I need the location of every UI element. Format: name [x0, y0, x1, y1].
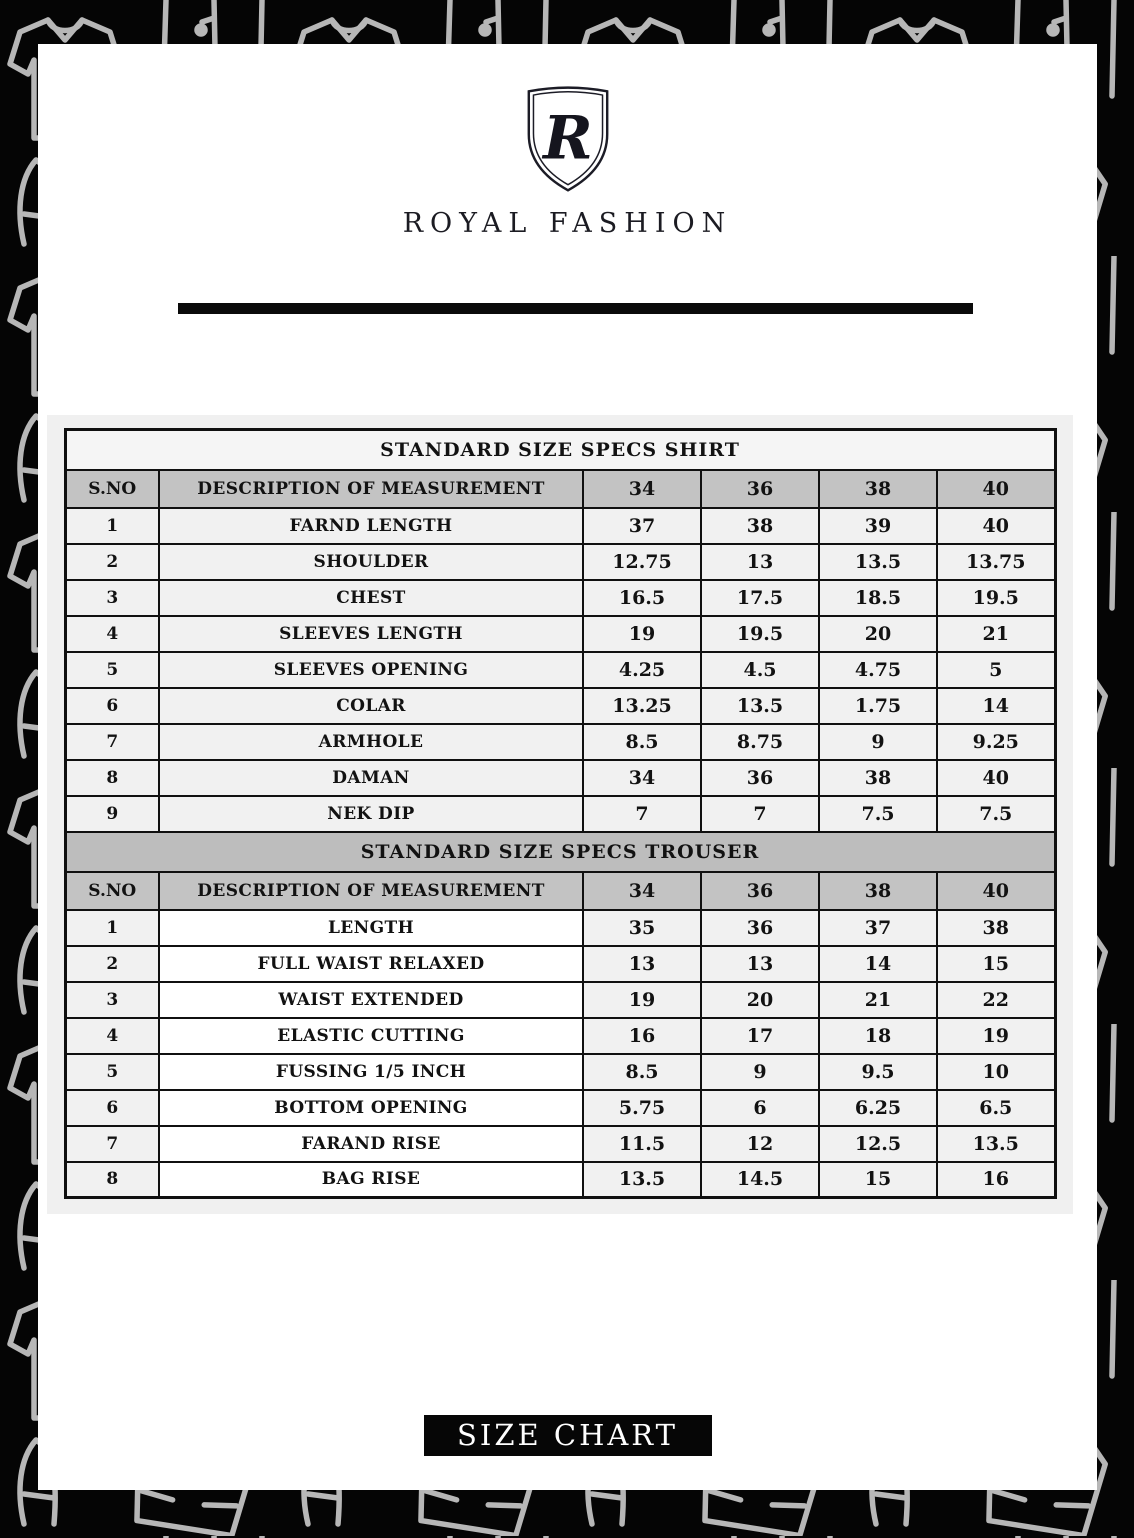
description-cell: BAG RISE — [159, 1162, 583, 1198]
monogram-letter: R — [542, 103, 593, 174]
description-cell: LENGTH — [159, 910, 583, 946]
description-cell: SLEEVES LENGTH — [159, 616, 583, 652]
column-header: 38 — [819, 872, 937, 910]
value-cell: 11.5 — [583, 1126, 701, 1162]
description-cell: FULL WAIST RELAXED — [159, 946, 583, 982]
value-cell: 22 — [937, 982, 1055, 1018]
table-row — [65, 1090, 1055, 1126]
value-cell: 37 — [819, 910, 937, 946]
serial-cell: 8 — [65, 1162, 159, 1198]
trouser-section — [65, 832, 1055, 1198]
table-row — [65, 580, 1055, 616]
size-chart-badge: SIZE CHART — [424, 1415, 712, 1456]
description-cell: DAMAN — [159, 760, 583, 796]
value-cell: 15 — [819, 1162, 937, 1198]
table-row — [65, 724, 1055, 760]
description-cell: FARND LENGTH — [159, 508, 583, 544]
value-cell: 19 — [583, 616, 701, 652]
value-cell: 7 — [701, 796, 819, 832]
value-cell: 14.5 — [701, 1162, 819, 1198]
shield-monogram-icon — [520, 82, 616, 194]
value-cell: 40 — [937, 760, 1055, 796]
value-cell: 19 — [937, 1018, 1055, 1054]
table-row — [65, 1162, 1055, 1198]
description-cell: SLEEVES OPENING — [159, 652, 583, 688]
serial-cell: 2 — [65, 544, 159, 580]
value-cell: 13.5 — [583, 1162, 701, 1198]
value-cell: 6 — [701, 1090, 819, 1126]
value-cell: 13.75 — [937, 544, 1055, 580]
value-cell: 12.75 — [583, 544, 701, 580]
value-cell: 9.25 — [937, 724, 1055, 760]
serial-cell: 4 — [65, 1018, 159, 1054]
value-cell: 13 — [701, 544, 819, 580]
value-cell: 6.5 — [937, 1090, 1055, 1126]
value-cell: 13.25 — [583, 688, 701, 724]
value-cell: 36 — [701, 760, 819, 796]
serial-cell: 5 — [65, 652, 159, 688]
value-cell: 39 — [819, 508, 937, 544]
value-cell: 7.5 — [937, 796, 1055, 832]
value-cell: 35 — [583, 910, 701, 946]
table-row — [65, 910, 1055, 946]
value-cell: 8.75 — [701, 724, 819, 760]
value-cell: 4.75 — [819, 652, 937, 688]
serial-cell: 1 — [65, 910, 159, 946]
description-cell: NEK DIP — [159, 796, 583, 832]
serial-cell: 6 — [65, 1090, 159, 1126]
table-row — [65, 1054, 1055, 1090]
value-cell: 6.25 — [819, 1090, 937, 1126]
value-cell: 38 — [937, 910, 1055, 946]
table-row — [65, 946, 1055, 982]
content-card — [38, 44, 1097, 1490]
size-table — [64, 428, 1057, 1199]
value-cell: 8.5 — [583, 724, 701, 760]
value-cell: 8.5 — [583, 1054, 701, 1090]
value-cell: 38 — [819, 760, 937, 796]
value-cell: 9 — [701, 1054, 819, 1090]
column-header: 40 — [937, 470, 1055, 508]
value-cell: 18 — [819, 1018, 937, 1054]
column-header: 36 — [701, 470, 819, 508]
table-row — [65, 982, 1055, 1018]
value-cell: 19.5 — [701, 616, 819, 652]
value-cell: 1.75 — [819, 688, 937, 724]
value-cell: 13 — [583, 946, 701, 982]
value-cell: 18.5 — [819, 580, 937, 616]
column-header: S.NO — [65, 872, 159, 910]
serial-cell: 7 — [65, 1126, 159, 1162]
description-cell: FUSSING 1/5 INCH — [159, 1054, 583, 1090]
table-row — [65, 1126, 1055, 1162]
column-header: S.NO — [65, 470, 159, 508]
table-row — [65, 796, 1055, 832]
table-row — [65, 544, 1055, 580]
description-cell: ELASTIC CUTTING — [159, 1018, 583, 1054]
value-cell: 10 — [937, 1054, 1055, 1090]
description-cell: SHOULDER — [159, 544, 583, 580]
description-cell: COLAR — [159, 688, 583, 724]
table-row — [65, 688, 1055, 724]
serial-cell: 6 — [65, 688, 159, 724]
column-header: 36 — [701, 872, 819, 910]
serial-cell: 5 — [65, 1054, 159, 1090]
serial-cell: 3 — [65, 580, 159, 616]
description-cell: WAIST EXTENDED — [159, 982, 583, 1018]
value-cell: 15 — [937, 946, 1055, 982]
brand-logo — [38, 82, 1097, 239]
value-cell: 9 — [819, 724, 937, 760]
value-cell: 20 — [701, 982, 819, 1018]
value-cell: 5.75 — [583, 1090, 701, 1126]
table-row — [65, 508, 1055, 544]
value-cell: 19.5 — [937, 580, 1055, 616]
value-cell: 17 — [701, 1018, 819, 1054]
value-cell: 13.5 — [937, 1126, 1055, 1162]
value-cell: 40 — [937, 508, 1055, 544]
value-cell: 5 — [937, 652, 1055, 688]
serial-cell: 9 — [65, 796, 159, 832]
value-cell: 16 — [937, 1162, 1055, 1198]
value-cell: 4.25 — [583, 652, 701, 688]
description-cell: CHEST — [159, 580, 583, 616]
divider-bar — [178, 303, 973, 314]
column-header: DESCRIPTION OF MEASUREMENT — [159, 872, 583, 910]
value-cell: 12.5 — [819, 1126, 937, 1162]
serial-cell: 7 — [65, 724, 159, 760]
description-cell: ARMHOLE — [159, 724, 583, 760]
column-header: 34 — [583, 872, 701, 910]
shirt-section — [65, 430, 1055, 832]
value-cell: 34 — [583, 760, 701, 796]
value-cell: 13.5 — [701, 688, 819, 724]
column-header: 40 — [937, 872, 1055, 910]
section-title: STANDARD SIZE SPECS TROUSER — [65, 832, 1055, 872]
brand-name: ROYAL FASHION — [402, 208, 733, 239]
table-row — [65, 1018, 1055, 1054]
value-cell: 4.5 — [701, 652, 819, 688]
serial-cell: 1 — [65, 508, 159, 544]
value-cell: 7.5 — [819, 796, 937, 832]
serial-cell: 2 — [65, 946, 159, 982]
description-cell: BOTTOM OPENING — [159, 1090, 583, 1126]
table-row — [65, 616, 1055, 652]
value-cell: 20 — [819, 616, 937, 652]
value-cell: 21 — [819, 982, 937, 1018]
serial-cell: 3 — [65, 982, 159, 1018]
column-header: 34 — [583, 470, 701, 508]
value-cell: 9.5 — [819, 1054, 937, 1090]
value-cell: 13 — [701, 946, 819, 982]
value-cell: 7 — [583, 796, 701, 832]
value-cell: 38 — [701, 508, 819, 544]
serial-cell: 8 — [65, 760, 159, 796]
column-header: 38 — [819, 470, 937, 508]
description-cell: FARAND RISE — [159, 1126, 583, 1162]
value-cell: 16 — [583, 1018, 701, 1054]
table-row — [65, 652, 1055, 688]
value-cell: 17.5 — [701, 580, 819, 616]
value-cell: 13.5 — [819, 544, 937, 580]
column-header: DESCRIPTION OF MEASUREMENT — [159, 470, 583, 508]
value-cell: 19 — [583, 982, 701, 1018]
serial-cell: 4 — [65, 616, 159, 652]
value-cell: 37 — [583, 508, 701, 544]
value-cell: 12 — [701, 1126, 819, 1162]
value-cell: 21 — [937, 616, 1055, 652]
value-cell: 16.5 — [583, 580, 701, 616]
value-cell: 14 — [937, 688, 1055, 724]
size-table-wrap — [47, 415, 1073, 1214]
section-title: STANDARD SIZE SPECS SHIRT — [65, 430, 1055, 470]
table-row — [65, 760, 1055, 796]
value-cell: 14 — [819, 946, 937, 982]
value-cell: 36 — [701, 910, 819, 946]
